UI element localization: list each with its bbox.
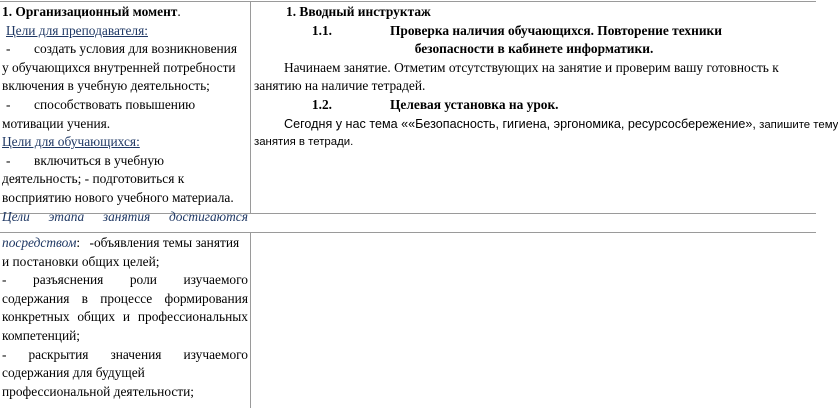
student-goal-1: - включиться в учебную: [6, 152, 165, 168]
left-top-cell: [2, 3, 248, 226]
item-c-line3: профессиональной деятельности;: [2, 383, 195, 399]
item-1-1: 1.1. Проверка наличия обучающихся. Повторение техники: [311, 22, 722, 38]
item-1-2: 1.2. Целевая установка на урок.: [311, 96, 559, 112]
stage-goals-line: Цели этапа занятия достигаются: [2, 208, 248, 224]
org-moment-heading: 1. Организационный момент.: [2, 4, 181, 19]
table-row2-top-border: [0, 232, 816, 233]
teacher-goal-2: - способствовать повышению: [6, 96, 196, 112]
item-c-line1: - раскрытия значения изучаемого: [2, 346, 248, 362]
teacher-goal-1-line3: включения в учебную деятельность;: [2, 78, 210, 94]
teacher-goal-1-line2: у обучающихся внутренней потребности: [2, 59, 236, 75]
student-goal-1-line3: восприятию нового учебного материала.: [2, 189, 234, 205]
right-top-cell: [254, 3, 838, 150]
item-b-line1: - разъяснения роли изучаемого: [2, 272, 248, 288]
item-1-1-line2: безопасности в кабинете информатики.: [414, 41, 654, 57]
teacher-goals-label: Цели для преподавателя:: [6, 22, 148, 38]
means-line-2: и постановки общих целей;: [2, 253, 160, 269]
item-b-line3: конкретных общих и профессиональных: [2, 309, 248, 325]
item-b-line4: компетенций;: [2, 327, 81, 343]
paragraph-2-line2: занятия в тетради.: [254, 135, 354, 148]
paragraph-2-line1: Сегодня у нас тема ««Безопасность, гигиена, эргономика, ресурсосбережение», запишите тему: [284, 116, 838, 131]
teacher-goal-1: - создать условия для возникновения: [6, 41, 238, 57]
table-column-divider-top: [250, 1, 251, 213]
paragraph-1-line2: занятию на наличие тетрадей.: [254, 78, 426, 94]
paragraph-1-line1: Начинаем занятие. Отметим отсутствующих на занятие и проверим вашу готовность к: [284, 59, 779, 75]
means-line-1: посредством: -объявления темы занятия: [2, 235, 240, 250]
left-bottom-cell: [2, 234, 248, 401]
table-top-border: [0, 1, 816, 2]
student-goals-label: Цели для обучающихся:: [2, 134, 140, 150]
intro-briefing-title: 1. Вводный инструктаж: [286, 4, 431, 19]
table-column-divider-bottom: [250, 232, 251, 408]
student-goal-1-line2: деятельность; - подготовиться к: [2, 171, 185, 187]
item-c-line2: содержания для будущей: [2, 365, 145, 381]
teacher-goal-2-line2: мотивации учения.: [2, 115, 111, 131]
item-b-line2: содержания в процессе формирования: [2, 290, 248, 306]
